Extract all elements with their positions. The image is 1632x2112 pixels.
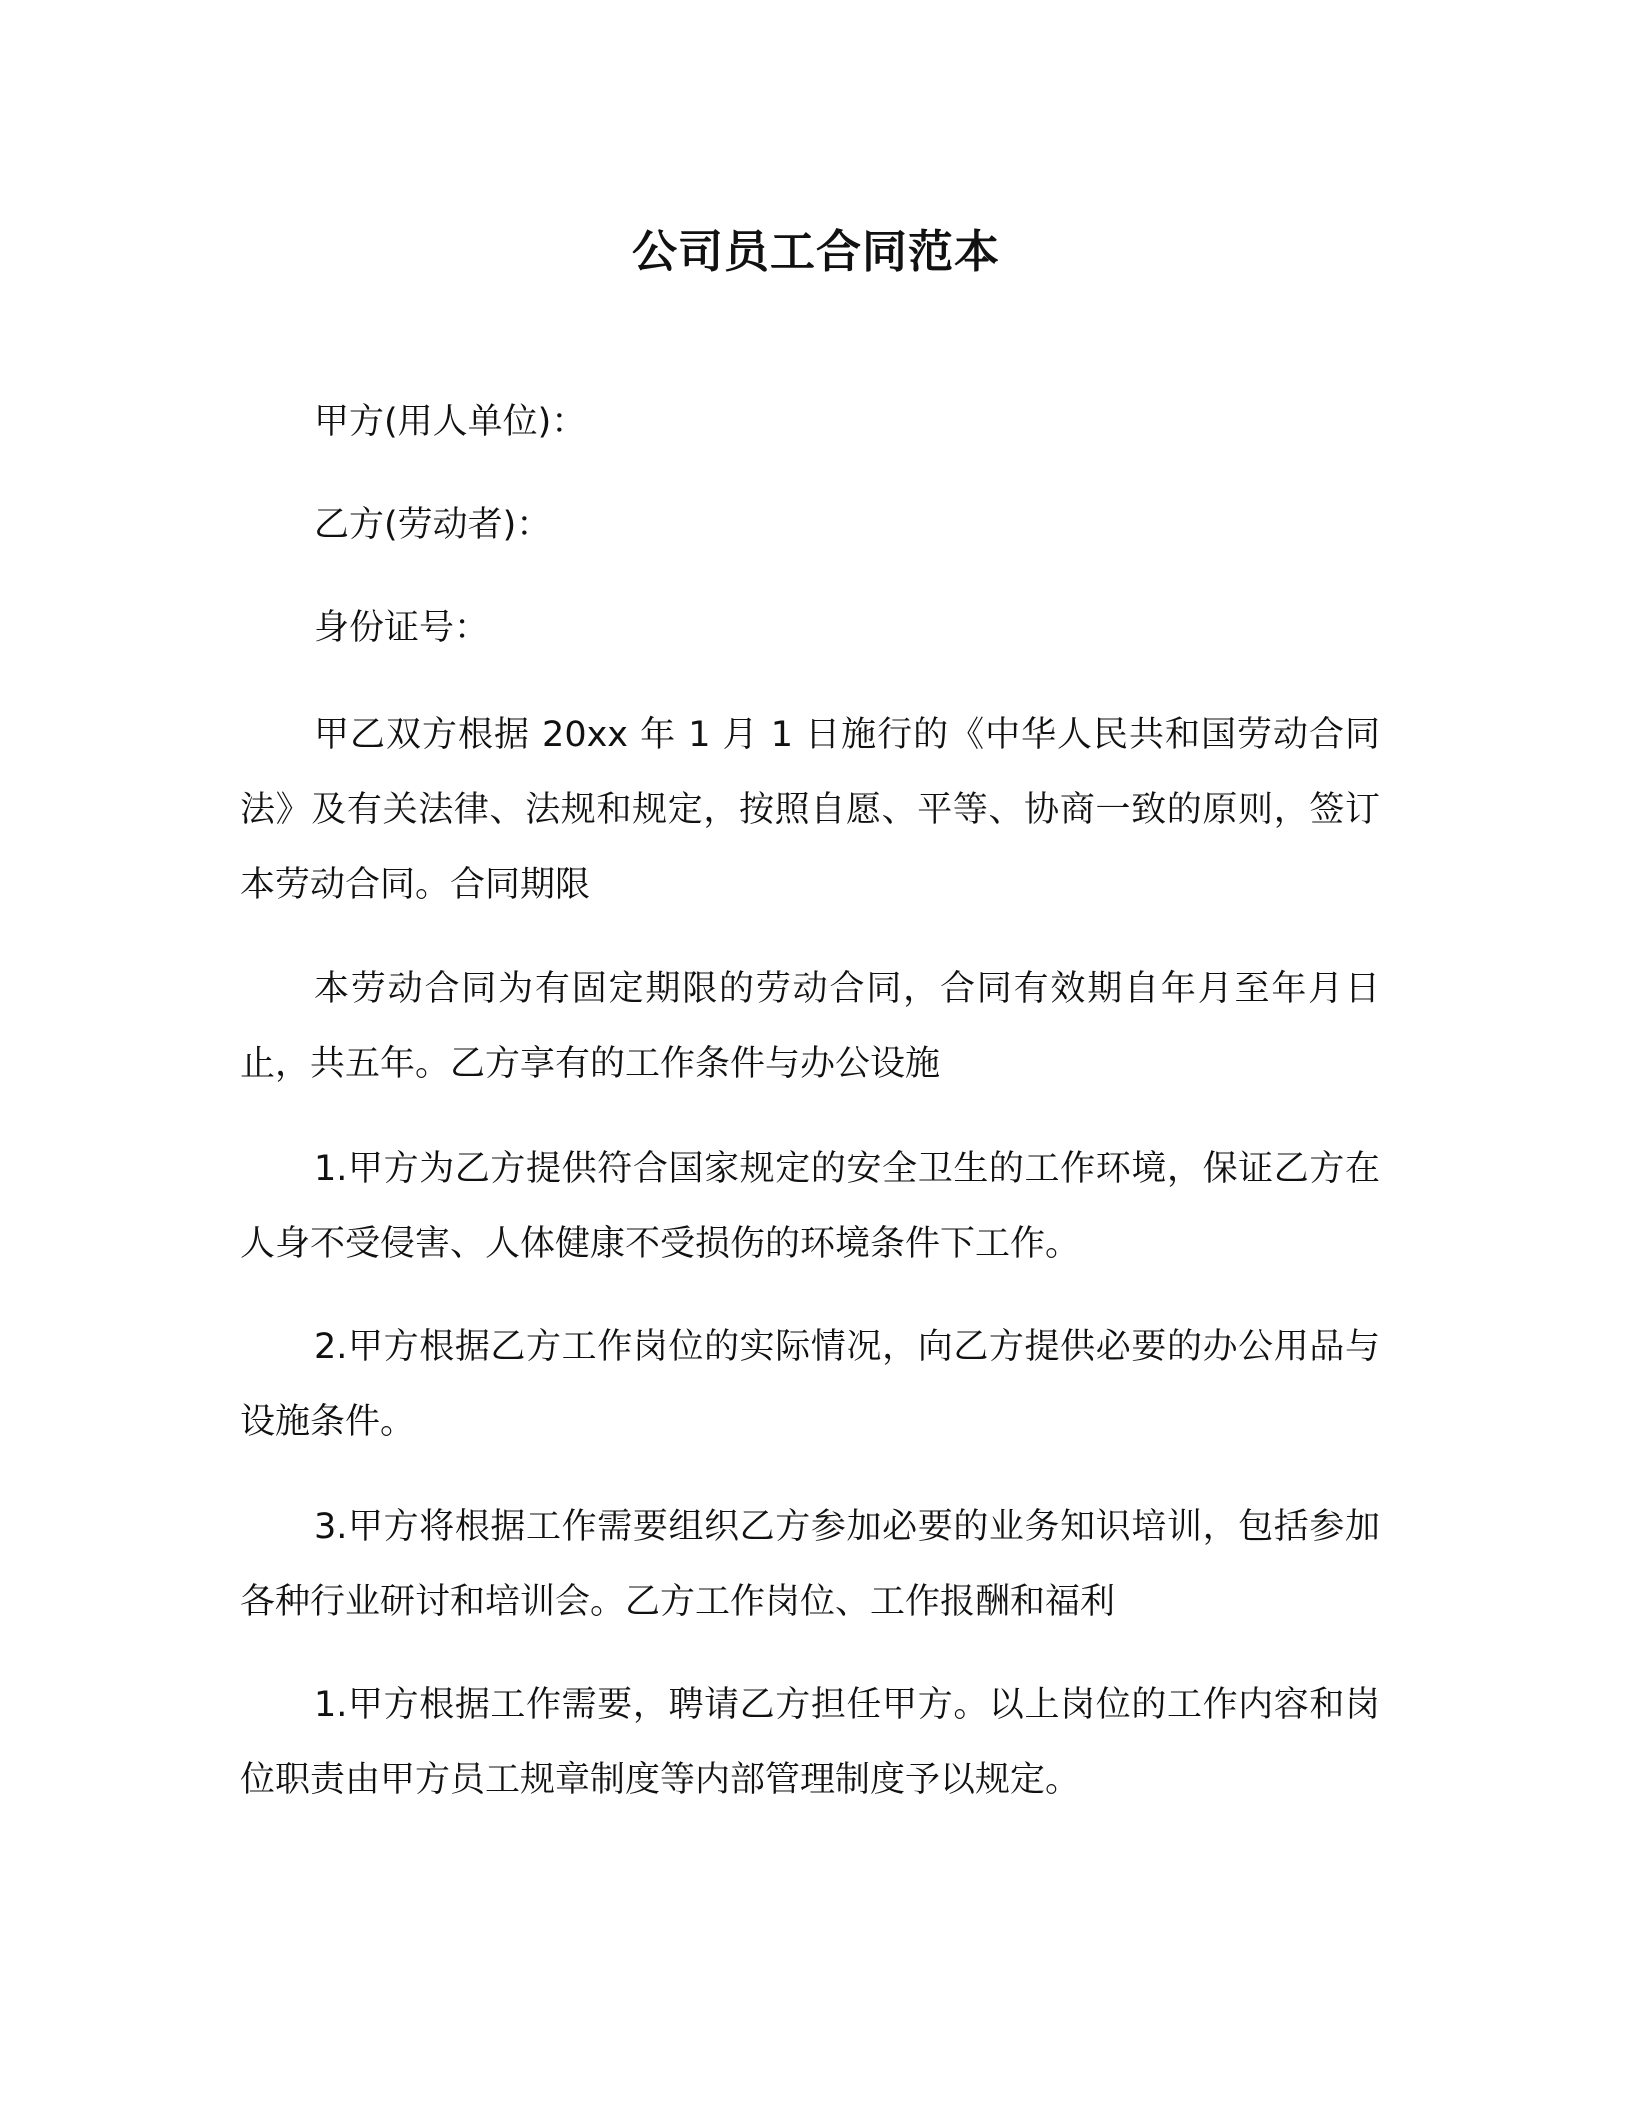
paragraph-condition-2: 2.甲方根据乙方工作岗位的实际情况，向乙方提供必要的办公用品与设施条件。 — [240, 1327, 1380, 1442]
paragraph-contract-term: 本劳动合同为有固定期限的劳动合同，合同有效期自年月至年月日止，共五年。乙方享有的工作条件与办公设施 — [240, 969, 1380, 1084]
document-title: 公司员工合同范本 — [631, 225, 1000, 278]
paragraph-condition-3: 3.甲方将根据工作需要组织乙方参加必要的业务知识培训，包括参加各种行业研讨和培训会。乙方工作岗位、工作报酬和福利 — [240, 1507, 1380, 1622]
party-a-field: 甲方(用人单位)： — [314, 402, 587, 442]
paragraph-position-1: 1.甲方根据工作需要，聘请乙方担任甲方。以上岗位的工作内容和岗位职责由甲方员工规章制度等内部管理制度予以规定。 — [240, 1685, 1380, 1800]
id-number-field: 身份证号： — [314, 608, 490, 648]
party-b-field: 乙方(劳动者)： — [314, 505, 552, 545]
paragraph-condition-1: 1.甲方为乙方提供符合国家规定的安全卫生的工作环境，保证乙方在人身不受侵害、人体健康不受损伤的环境条件下工作。 — [240, 1149, 1380, 1264]
paragraph-preamble: 甲乙双方根据 20xx 年 1 月 1 日施行的《中华人民共和国劳动合同法》及有关法律、法规和规定，按照自愿、平等、协商一致的原则，签订本劳动合同。合同期限 — [240, 715, 1380, 905]
